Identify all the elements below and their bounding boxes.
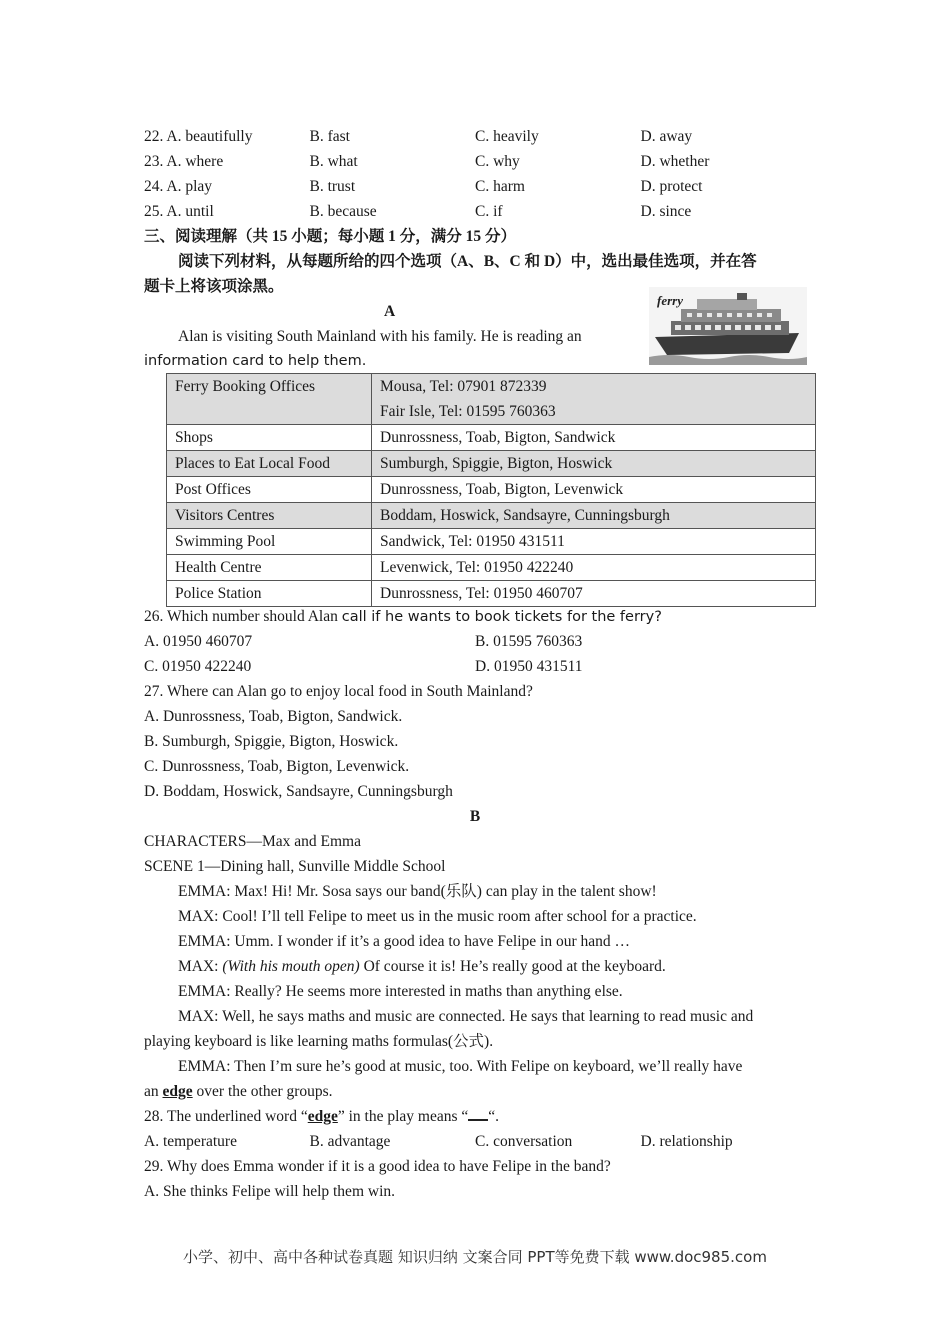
choice-row-25: [144, 199, 806, 224]
option-d: D. protect: [640, 178, 703, 195]
dialogue-line: EMMA: Max! Hi! Mr. Sosa says our band(乐队) can play in the talent show!: [178, 883, 657, 900]
question-27: 27. Where can Alan go to enjoy local food in South Mainland?: [144, 683, 533, 700]
option-d: D. away: [640, 128, 693, 145]
option-d: D. 01950 431511: [475, 658, 583, 675]
option-a: A. She thinks Felipe will help them win.: [144, 1183, 395, 1200]
option-a: A. temperature: [144, 1133, 237, 1150]
dialogue-line-cont: playing keyboard is like learning maths formulas(公式).: [144, 1033, 494, 1050]
option-a: 22. A. beautifully: [144, 128, 253, 145]
page-footer: 小学、初中、高中各种试卷真题 知识归纳 文案合同 PPT等免费下载 www.doc985.com: [183, 1248, 767, 1266]
option-c: C. 01950 422240: [144, 658, 252, 675]
dialogue-line: MAX: (With his mouth open) Of course it is! He’s really good at the keyboard.: [178, 958, 666, 975]
option-d: D. since: [640, 203, 692, 220]
option-c: C. if: [475, 203, 503, 220]
table-row: [167, 555, 816, 581]
option-b: B. advantage: [309, 1133, 391, 1150]
exam-page-lower: [144, 604, 806, 1204]
table-row: [167, 451, 816, 477]
section-instruction: 阅读下列材料，从每题所给的四个选项（A、B、C 和 D）中，选出最佳选项，并在答: [178, 253, 757, 270]
table-cell-place: Post Offices: [167, 477, 372, 503]
table-cell-detail: Dunrossness, Toab, Bigton, Sandwick: [372, 425, 816, 451]
dialogue-line: EMMA: Really? He seems more interested in maths than anything else.: [178, 983, 623, 1000]
underlined-word: edge: [162, 1083, 193, 1100]
option-d: D. Boddam, Hoswick, Sandsayre, Cunningsburgh: [144, 783, 453, 800]
option-c: C. heavily: [475, 128, 539, 145]
passage-b-label: B: [469, 808, 481, 825]
option-b: B. what: [309, 153, 358, 170]
section-instruction-cont: 题卡上将该项涂黑。: [144, 278, 284, 295]
option-c: C. why: [475, 153, 520, 170]
option-a: A. Dunrossness, Toab, Bigton, Sandwick.: [144, 708, 403, 725]
dialogue-line-cont: an edge over the other groups.: [144, 1083, 333, 1100]
table-cell-place: Ferry Booking Offices: [167, 374, 372, 425]
question-28-options: [144, 1129, 806, 1154]
question-26: 26. Which number should Alan call if he wants to book tickets for the ferry?: [144, 608, 662, 625]
option-b: B. trust: [309, 178, 356, 195]
table-cell-place: Shops: [167, 425, 372, 451]
passage-a-intro: Alan is visiting South Mainland with his family. He is reading an: [178, 328, 582, 345]
question-26-options-cd: [144, 654, 806, 679]
ferry-label: ferry: [657, 293, 683, 308]
option-c: C. harm: [475, 178, 525, 195]
choice-row-22: [144, 124, 806, 149]
dialogue-line: EMMA: Then I’m sure he’s good at music, too. With Felipe on keyboard, we’ll really have: [178, 1058, 743, 1075]
option-a: 25. A. until: [144, 203, 214, 220]
passage-a-label: A: [384, 303, 396, 320]
section-heading: 三、阅读理解（共 15 小题；每小题 1 分，满分 15 分）: [144, 228, 517, 245]
option-a: 24. A. play: [144, 178, 213, 195]
option-a: A. 01950 460707: [144, 633, 253, 650]
question-26-options-ab: [144, 629, 806, 654]
choice-row-24: [144, 174, 806, 199]
table-row: [167, 529, 816, 555]
choice-row-23: [144, 149, 806, 174]
table-cell-place: Places to Eat Local Food: [167, 451, 372, 477]
information-table: [166, 373, 816, 607]
table-row: [167, 503, 816, 529]
table-cell-detail: Boddam, Hoswick, Sandsayre, Cunningsburgh: [372, 503, 816, 529]
table-row: [167, 477, 816, 503]
question-29: 29. Why does Emma wonder if it is a good idea to have Felipe in the band?: [144, 1158, 611, 1175]
table-cell-place: Police Station: [167, 581, 372, 607]
option-b: B. because: [309, 203, 377, 220]
option-b: B. fast: [309, 128, 350, 145]
question-28: 28. The underlined word “edge” in the play means “ “.: [144, 1104, 806, 1129]
table-cell-detail: Sandwick, Tel: 01950 431511: [372, 529, 816, 555]
table-cell-detail: Levenwick, Tel: 01950 422240: [372, 555, 816, 581]
passage-a-intro-cont: information card to help them.: [144, 353, 367, 369]
table-row: [167, 374, 816, 425]
table-cell-place: Health Centre: [167, 555, 372, 581]
dialogue-line: MAX: Well, he says maths and music are connected. He says that learning to read music and: [178, 1008, 754, 1025]
option-b: B. 01595 760363: [475, 633, 583, 650]
option-c: C. Dunrossness, Toab, Bigton, Levenwick.: [144, 758, 410, 775]
table-row: [167, 425, 816, 451]
table-cell-place: Swimming Pool: [167, 529, 372, 555]
table-cell-detail: Dunrossness, Tel: 01950 460707: [372, 581, 816, 607]
table-cell-detail: Sumburgh, Spiggie, Bigton, Hoswick: [372, 451, 816, 477]
dialogue-line: MAX: Cool! I’ll tell Felipe to meet us in the music room after school for a practice.: [178, 908, 697, 925]
dialogue-line: EMMA: Umm. I wonder if it’s a good idea to have Felipe in our hand …: [178, 933, 631, 950]
option-b: B. Sumburgh, Spiggie, Bigton, Hoswick.: [144, 733, 399, 750]
option-c: C. conversation: [475, 1133, 573, 1150]
option-d: D. relationship: [640, 1133, 733, 1150]
table-row: [167, 581, 816, 607]
scene: SCENE 1—Dining hall, Sunville Middle School: [144, 858, 446, 875]
answer-blank: [468, 1105, 488, 1121]
table-cell-detail: Mousa, Tel: 07901 872339 Fair Isle, Tel: 01595 760363: [372, 374, 816, 425]
table-cell-place: Visitors Centres: [167, 503, 372, 529]
option-a: 23. A. where: [144, 153, 224, 170]
option-d: D. whether: [640, 153, 710, 170]
characters: CHARACTERS—Max and Emma: [144, 833, 361, 850]
table-cell-detail: Dunrossness, Toab, Bigton, Levenwick: [372, 477, 816, 503]
ferry-image: [649, 287, 807, 365]
